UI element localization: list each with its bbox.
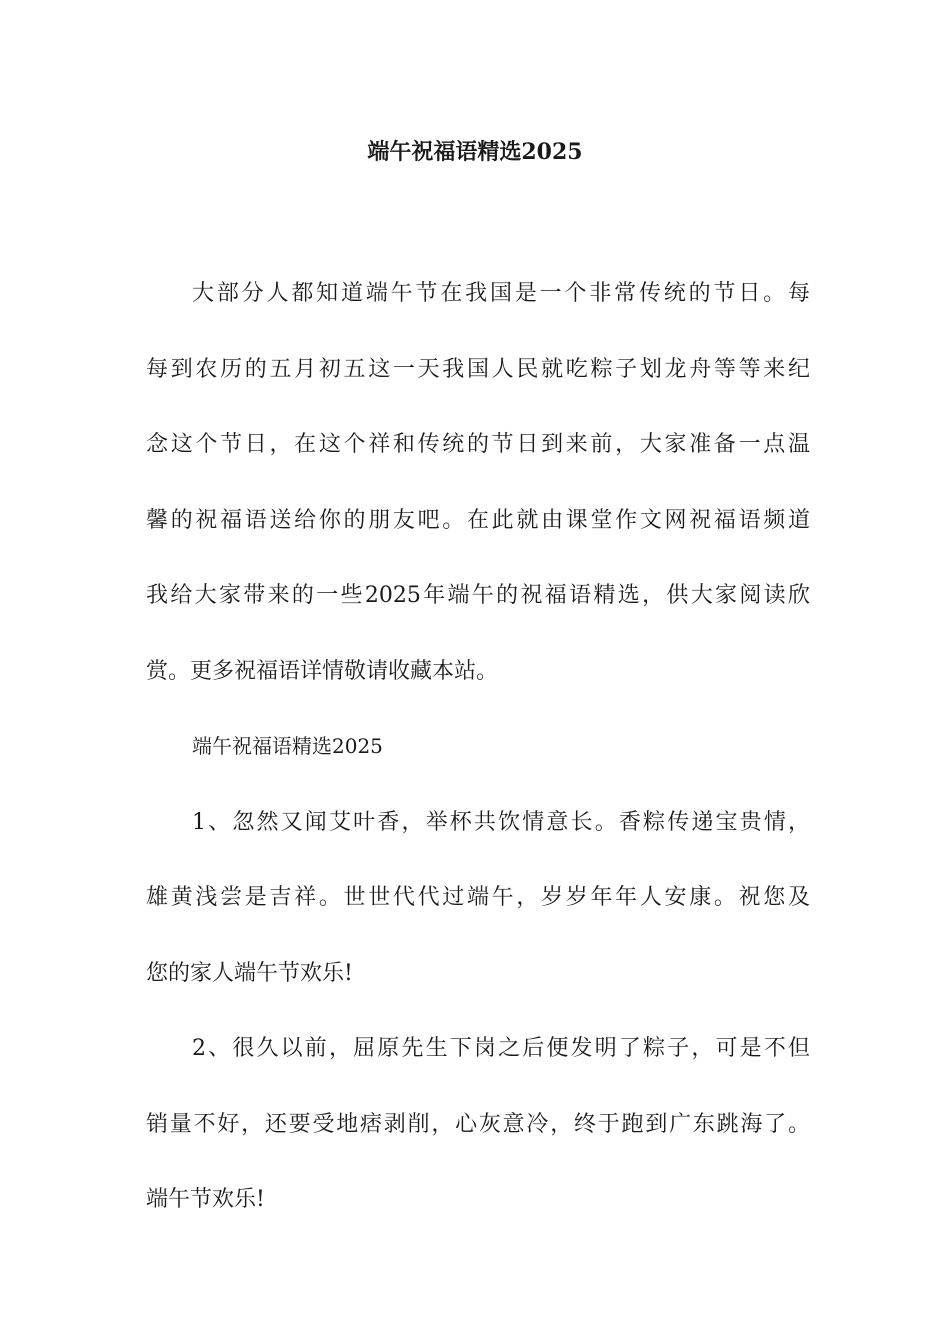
paragraph-line: 我给大家带来的一些2025年端午的祝福语精选，供大家阅读欣 — [146, 583, 810, 608]
paragraph-line: 端午节欢乐! — [146, 1187, 265, 1212]
paragraph-line: 馨的祝福语送给你的朋友吧。在此就由课堂作文网祝福语频道 — [146, 507, 810, 533]
paragraph-line: 念这个节日，在这个祥和传统的节日到来前，大家准备一点温 — [146, 432, 810, 457]
paragraph-line: 1、忽然又闻艾叶香，举杯共饮情意长。香粽传递宝贵情， — [192, 809, 810, 835]
paragraph-line: 赏。更多祝福语详情敬请收藏本站。 — [146, 658, 499, 684]
paragraph-line: 销量不好，还要受地痞剥削，心灰意冷，终于跑到广东跳海了。 — [146, 1111, 810, 1137]
document-title: 端午祝福语精选2025 — [367, 139, 583, 165]
paragraph-line: 您的家人端午节欢乐! — [146, 960, 353, 986]
paragraph-line: 大部分人都知道端午节在我国是一个非常传统的节日。每 — [192, 281, 810, 306]
paragraph-line: 2、很久以前，屈原先生下岗之后便发明了粽子，可是不但 — [192, 1036, 810, 1061]
section-heading: 端午祝福语精选2025 — [192, 734, 383, 758]
document-body — [146, 256, 810, 1238]
paragraph-line: 每到农历的五月初五这一天我国人民就吃粽子划龙舟等等来纪 — [146, 356, 810, 382]
paragraph-line: 雄黄浅尝是吉祥。世世代代过端午，岁岁年年人安康。祝您及 — [146, 885, 810, 910]
